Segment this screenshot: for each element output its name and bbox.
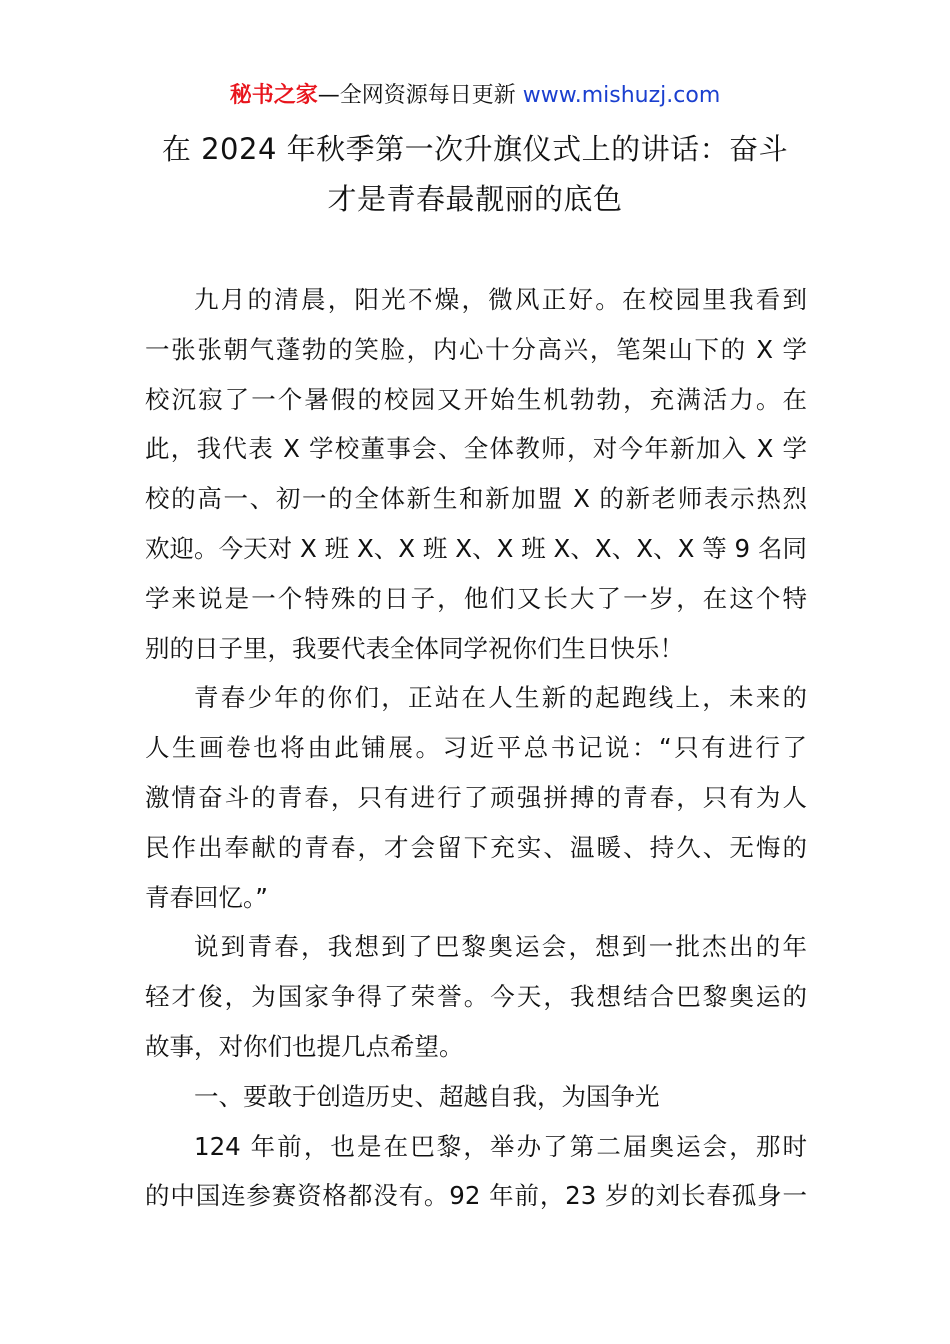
text-line: 九月的清晨，阳光不燥，微风正好。在校园里我看到 [194, 285, 807, 314]
text-line: 故事，对你们也提几点希望。 [145, 1031, 464, 1061]
text-line: 学来说是一个特殊的日子，他们又长大了一岁，在这个特 [145, 583, 807, 613]
document-body [145, 275, 807, 1221]
text-line: 欢迎。今天对 X 班 X、X 班 X、X 班 X、X、X、X 等 9 名同 [145, 533, 807, 563]
site-header [0, 78, 950, 114]
site-url[interactable]: www.mishuzj.com [522, 83, 721, 108]
text-line: 一张张朝气蓬勃的笑脸，内心十分高兴，笔架山下的 X 学 [145, 334, 807, 364]
text-line: 此，我代表 X 学校董事会、全体教师，对今年新加入 X 学 [145, 434, 807, 464]
text-line: 别的日子里，我要代表全体同学祝你们生日快乐！ [145, 633, 684, 663]
text-line: 校的高一、初一的全体新生和新加盟 X 的新老师表示热烈 [145, 484, 807, 514]
site-name: 秘书之家 [229, 83, 318, 108]
text-line: 青春回忆。” [145, 882, 268, 912]
text-line: 轻才俊，为国家争得了荣誉。今天，我想结合巴黎奥运的 [145, 982, 807, 1012]
section-heading: 一、要敢于创造历史、超越自我，为国争光 [194, 1081, 660, 1111]
document-title-line-2: 才是青春最靓丽的底色 [327, 182, 623, 216]
text-line: 校沉寂了一个暑假的校园又开始生机勃勃，充满活力。在 [145, 384, 807, 414]
text-line: 民作出奉献的青春，才会留下充实、温暖、持久、无悔的 [145, 832, 807, 862]
text-line: 人生画卷也将由此铺展。习近平总书记说：“只有进行了 [145, 733, 807, 763]
site-slogan: —全网资源每日更新 [317, 83, 516, 108]
text-line: 青春少年的你们，正站在人生新的起跑线上，未来的 [194, 683, 807, 713]
text-line: 的中国连参赛资格都没有。92 年前，23 岁的刘长春孤身一 [145, 1181, 807, 1211]
text-line: 说到青春，我想到了巴黎奥运会，想到一批杰出的年 [194, 932, 807, 962]
document-title [140, 124, 810, 224]
text-line: 124 年前，也是在巴黎，举办了第二届奥运会，那时 [194, 1131, 807, 1161]
document-title-line-1: 在 2024 年秋季第一次升旗仪式上的讲话：奋斗 [161, 132, 789, 166]
text-line: 激情奋斗的青春，只有进行了顽强拼搏的青春，只有为人 [145, 782, 807, 812]
